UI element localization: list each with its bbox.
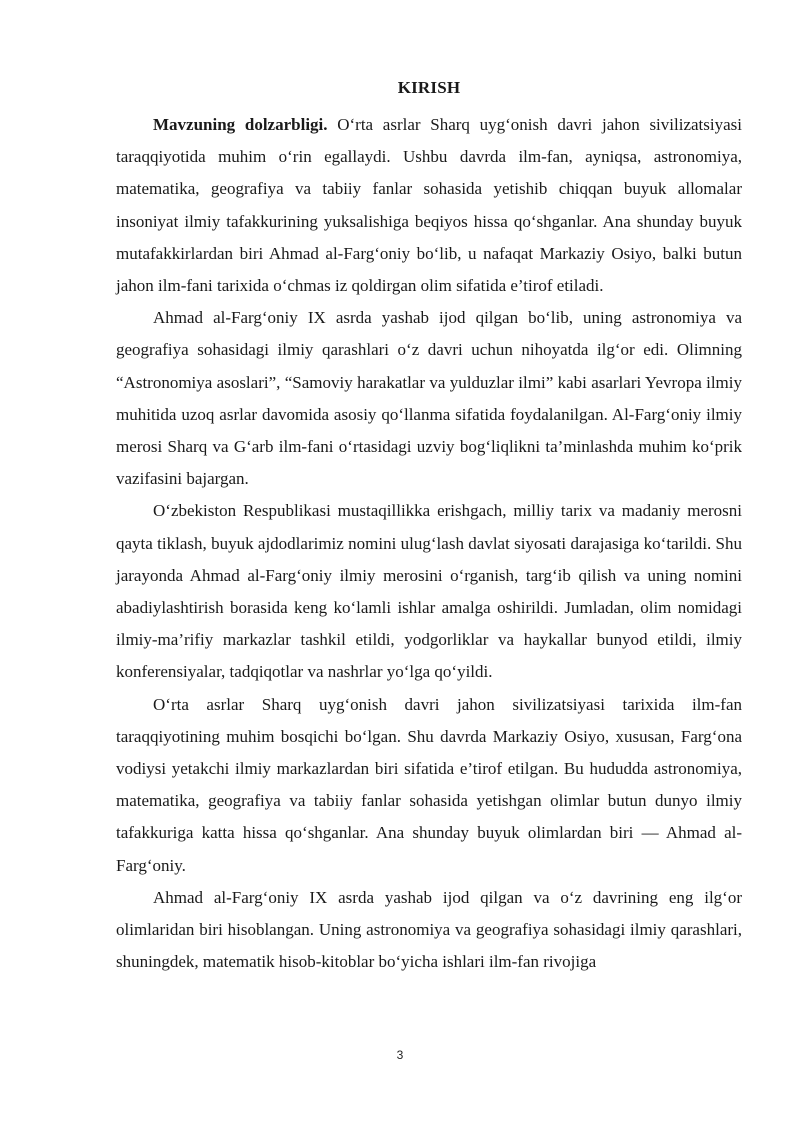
section-heading: KIRISH (397, 78, 461, 97)
page-body (116, 78, 742, 978)
page-number: 3 (396, 1048, 404, 1062)
paragraph: Ahmad al-Farg‘oniy IX asrda yashab ijod qilgan va o‘z davrining eng ilg‘or olimlaridan biri hisoblangan. Uning astronomiya va geografiya sohasidagi ilmiy qarashlari, shuningdek, matematik hisob-kitoblar bo‘yicha ishlari ilm-fan rivojiga (116, 887, 742, 972)
relevance-lead: Mavzuning dolzarbligi. (153, 115, 328, 134)
paragraph: O‘rta asrlar Sharq uyg‘onish davri jahon sivilizatsiyasi tarixida ilm-fan taraqqiyotining muhim bosqichi bo‘lgan. Shu davrda Markaziy Osiyo, xususan, Farg‘ona vodiysi yetakchi ilmiy markazlardan biri sifatida e’tirof etilgan. Bu hududda astronomiya, matematika, geografiya va tabiiy fanlar sohasida yetishgan olimlar butun dunyo ilmiy tafakkuriga katta hissa qo‘shganlar. Ana shunday buyuk olimlardan biri — Ahmad al-Farg‘oniy. (116, 694, 742, 875)
paragraph-text: O‘rta asrlar Sharq uyg‘onish davri jahon sivilizatsiyasi taraqqiyotida muhim o‘rin egallaydi. Ushbu davrda ilm-fan, ayniqsa, astronomiya, matematika, geografiya va tabiiy fanlar sohasida yetishib chiqqan buyuk allomalar insoniyat ilmiy tafakkurining yuksalishiga beqiyos hissa qo‘shganlar. Ana shunday buyuk mutafakkirlardan biri Ahmad al-Farg‘oniy bo‘lib, u nafaqat Markaziy Osiyo, balki butun jahon ilm-fani tarixida o‘chmas iz qoldirgan olim sifatida e’tirof etiladi. (116, 115, 742, 296)
paragraph: Ahmad al-Farg‘oniy IX asrda yashab ijod qilgan bo‘lib, uning astronomiya va geografiya sohasidagi ilmiy qarashlari o‘z davri uchun nihoyatda ilg‘or edi. Olimning “Astronomiya asoslari”, “Samoviy harakatlar va yulduzlar ilmi” kabi asarlari Yevropa ilmiy muhitida uzoq asrlar davomida asosiy qo‘llanma sifatida foydalanilgan. Al-Farg‘oniy ilmiy merosi Sharq va G‘arb ilm-fani o‘rtasidagi uzviy bog‘liqlikni ta’minlashda muhim ko‘prik vazifasini bajargan. (116, 308, 742, 489)
paragraph-relevance (116, 109, 742, 302)
paragraph: O‘zbekiston Respublikasi mustaqillikka erishgach, milliy tarix va madaniy merosni qayta tiklash, buyuk ajdodlarimiz nomini ulug‘lash davlat siyosati darajasiga ko‘tarildi. Shu jarayonda Ahmad al-Farg‘oniy ilmiy merosini o‘rganish, targ‘ib qilish va uning nomini abadiylashtirish borasida keng ko‘lamli ishlar amalga oshirildi. Jumladan, olim nomidagi ilmiy-ma’rifiy markazlar tashkil etildi, yodgorliklar va haykallar bunyod etildi, ilmiy konferensiyalar, tadqiqotlar va nashrlar yo‘lga qo‘yildi. (116, 501, 742, 682)
